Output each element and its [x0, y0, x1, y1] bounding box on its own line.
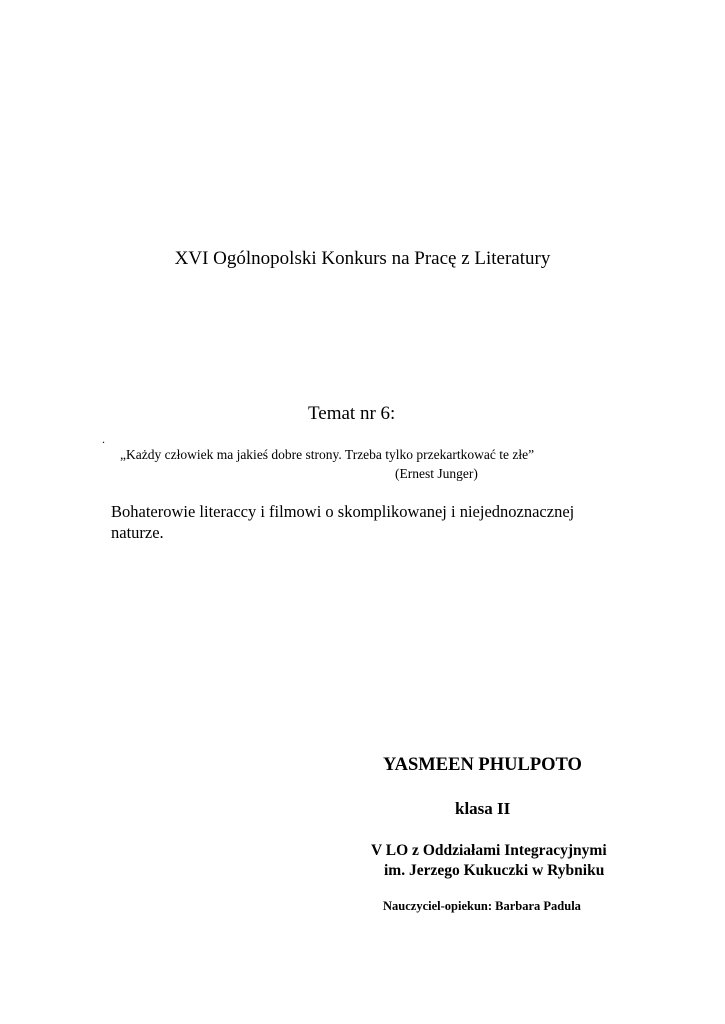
- motto-quote: „Każdy człowiek ma jakieś dobre strony. Trzeba tylko przekartkować te złe”: [120, 447, 535, 462]
- teacher-supervisor: Nauczyciel-opiekun: Barbara Padula: [383, 899, 581, 913]
- topic-text: Bohaterowie literaccy i filmowi o skomplikowanej i niejednoznacznej naturze.: [111, 502, 575, 542]
- author-name: YASMEEN PHULPOTO: [383, 755, 582, 775]
- stray-mark: .: [102, 432, 105, 446]
- competition-title: XVI Ogólnopolski Konkurs na Pracę z Literatury: [174, 248, 551, 269]
- topic-number: Temat nr 6:: [308, 403, 396, 424]
- motto-author: (Ernest Junger): [395, 466, 478, 481]
- class-label: klasa II: [455, 799, 511, 818]
- school-name-line-2: im. Jerzego Kukuczki w Rybniku: [384, 862, 605, 879]
- school-name-line-1: V LO z Oddziałami Integracyjnymi: [371, 842, 607, 859]
